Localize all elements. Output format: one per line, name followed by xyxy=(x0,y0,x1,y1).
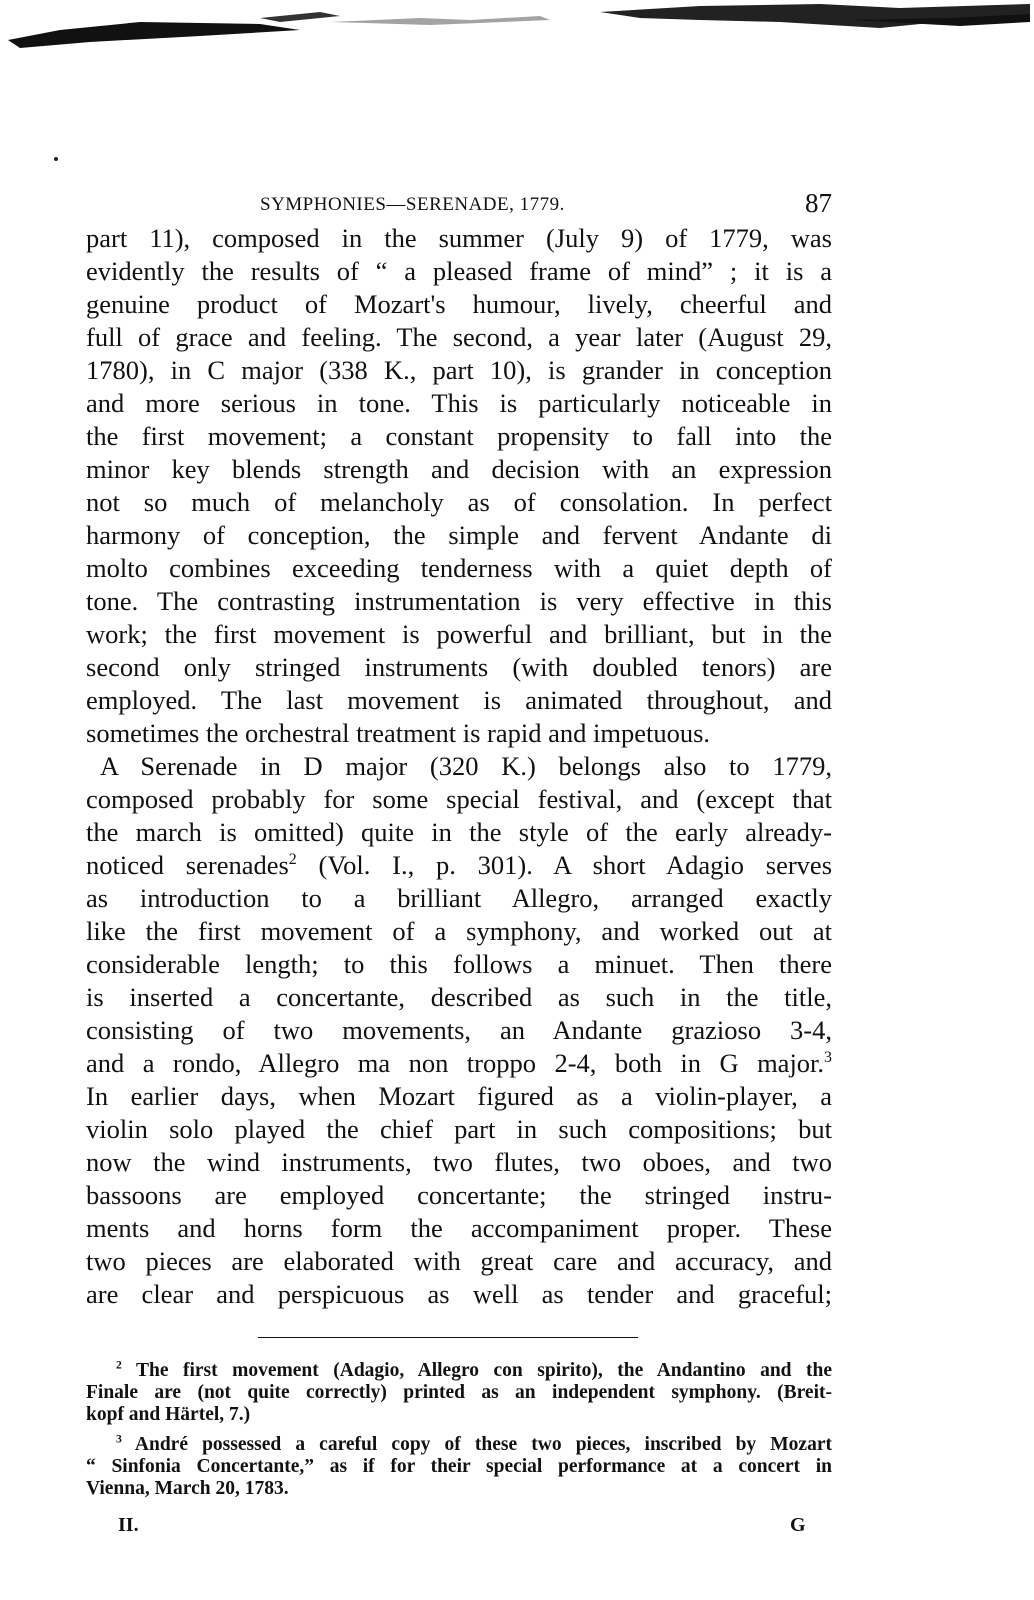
text-line: now the wind instruments, two flutes, two oboes, and two xyxy=(86,1147,832,1177)
page-number: 87 xyxy=(805,188,832,218)
footnote-mark: 2 xyxy=(116,1358,122,1372)
text-fragment: noticed serenades xyxy=(86,850,289,880)
footnotes xyxy=(86,1360,832,1500)
footnote-line: kopf and Härtel, 7.) xyxy=(86,1404,251,1425)
text-line: as introduction to a brilliant Allegro, arranged exactly xyxy=(86,883,832,913)
footnote-line: Vienna, March 20, 1783. xyxy=(86,1478,289,1499)
text-fragment: The first movement (Adagio, Allegro con spirito), the Andantino and the xyxy=(121,1360,832,1381)
text-line: like the first movement of a symphony, and worked out at xyxy=(86,916,832,946)
text-line: A Serenade in D major (320 K.) belongs also to 1779, xyxy=(100,751,832,781)
text-line: work; the first movement is powerful and brilliant, but in the xyxy=(86,619,832,649)
text-line: minor key blends strength and decision with an expression xyxy=(86,454,832,484)
text-line xyxy=(86,849,832,882)
text-line: genuine product of Mozart's humour, lively, cheerful and xyxy=(86,289,832,319)
text-line: evidently the results of “ a pleased frame of mind” ; it is a xyxy=(86,256,832,286)
text-fragment: André possessed a careful copy of these two pieces, inscribed by Mozart xyxy=(121,1434,832,1455)
text-line: two pieces are elaborated with great care and accuracy, and xyxy=(86,1246,832,1276)
page-header xyxy=(86,188,832,222)
text-line: In earlier days, when Mozart figured as a violin-player, a xyxy=(86,1081,832,1111)
text-line: the march is omitted) quite in the style of the early already- xyxy=(86,817,832,847)
footnote-ref[interactable]: 3 xyxy=(824,1049,832,1067)
text-line: consisting of two movements, an Andante grazioso 3-4, xyxy=(86,1015,832,1045)
footnote-mark: 3 xyxy=(116,1432,122,1446)
scan-smudge-top xyxy=(0,0,1034,70)
text-fragment: and a rondo, Allegro ma non troppo 2-4, both in G major. xyxy=(86,1048,825,1078)
text-line: employed. The last movement is animated throughout, and xyxy=(86,685,832,715)
text-line: tone. The contrasting instrumentation is very effective in this xyxy=(86,586,832,616)
text-line: full of grace and feeling. The second, a year later (August 29, xyxy=(86,322,832,352)
text-line: violin solo played the chief part in such compositions; but xyxy=(86,1114,832,1144)
footnote-divider xyxy=(258,1337,638,1338)
text-line: 1780), in C major (338 K., part 10), is grander in conception xyxy=(86,355,832,385)
text-line: part 11), composed in the summer (July 9) of 1779, was xyxy=(86,223,832,253)
footnote-line: “ Sinfonia Concertante,” as if for their special performance at a concert in xyxy=(86,1456,832,1477)
footnote-ref[interactable]: 2 xyxy=(288,851,297,869)
footnote-line xyxy=(86,1434,832,1456)
text-line: harmony of conception, the simple and fervent Andante di xyxy=(86,520,832,550)
text-fragment: (Vol. I., p. 301). A short Adagio serves xyxy=(296,850,833,880)
text-line: and more serious in tone. This is particularly noticeable in xyxy=(86,388,832,418)
text-line: sometimes the orchestral treatment is rapid and impetuous. xyxy=(86,718,711,748)
footnote-line xyxy=(86,1360,832,1382)
text-line: is inserted a concertante, described as such in the title, xyxy=(86,982,832,1012)
text-line xyxy=(86,1047,832,1080)
text-line: the first movement; a constant propensity to fall into the xyxy=(86,421,832,451)
gathering-signature: G xyxy=(790,1514,806,1536)
body-text xyxy=(86,222,832,1311)
text-line: bassoons are employed concertante; the stringed instru- xyxy=(86,1180,832,1210)
text-line: second only stringed instruments (with doubled tenors) are xyxy=(86,652,832,682)
text-line: composed probably for some special festival, and (except that xyxy=(86,784,832,814)
text-line: not so much of melancholy as of consolation. In perfect xyxy=(86,487,832,517)
footnote-line: Finale are (not quite correctly) printed as an independent symphony. (Breit- xyxy=(86,1382,832,1403)
running-head: SYMPHONIES—SERENADE, 1779. xyxy=(260,194,565,215)
text-line: are clear and perspicuous as well as tender and graceful; xyxy=(86,1279,832,1309)
volume-signature: II. xyxy=(118,1514,139,1536)
text-line: ments and horns form the accompaniment proper. These xyxy=(86,1213,832,1243)
scan-speck xyxy=(54,157,58,161)
text-line: considerable length; to this follows a minuet. Then there xyxy=(86,949,832,979)
text-line: molto combines exceeding tenderness with a quiet depth of xyxy=(86,553,832,583)
